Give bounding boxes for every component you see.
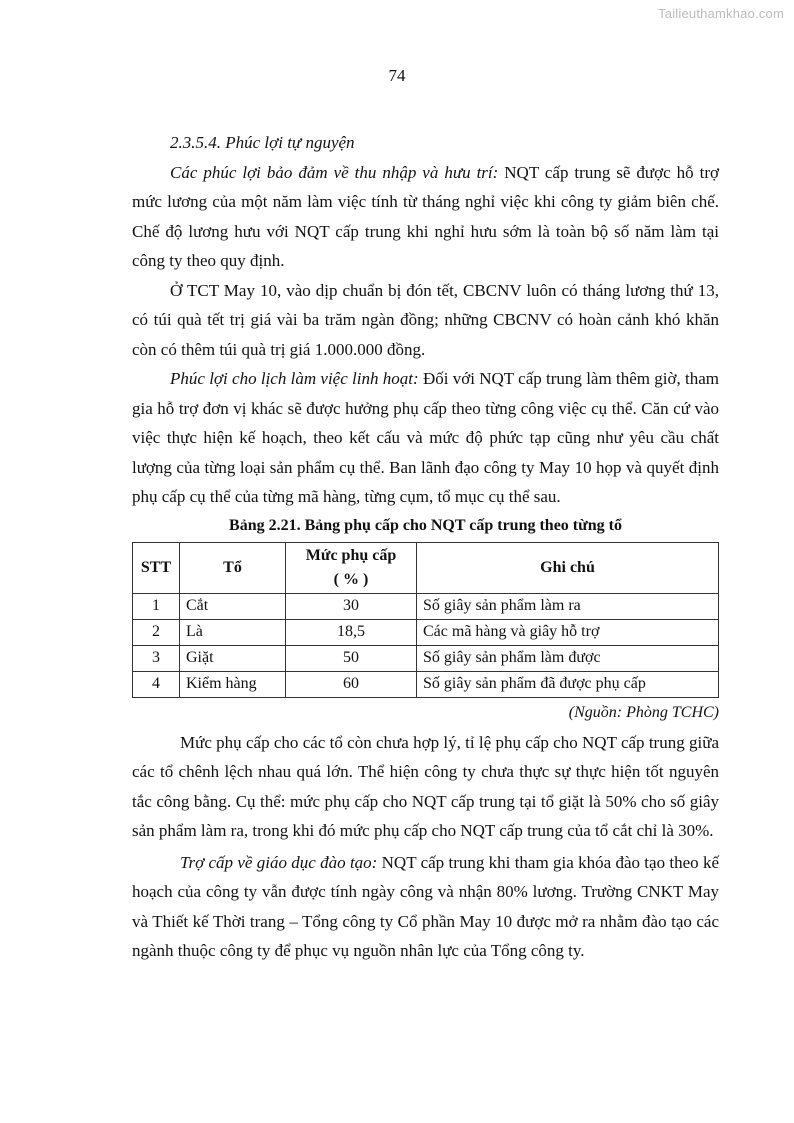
paragraph-text: NQT cấp trung sẽ được hỗ trợ mức lương của một năm làm việc tính từ tháng nghỉ việc khi công ty giảm biên chế. Chế độ lương hưu với NQT cấp trung khi nghỉ hưu sớm là toàn bộ số năm làm tại công ty theo quy định. [132,162,719,270]
paragraph-label: Trợ cấp về giáo dục đào tạo: [180,852,378,872]
cell-ghi-chu: Số giây sản phẩm làm được [417,645,719,671]
table-row [133,619,719,645]
cell-muc: 30 [286,593,417,619]
table-row [133,645,719,671]
paragraph-label: Phúc lợi cho lịch làm việc linh hoạt: [170,369,419,388]
header-muc-phu-cap [286,542,417,593]
header-line: Mức phụ cấp [305,546,397,564]
cell-to: Kiểm hàng [180,671,286,697]
paragraph-text: Đối với NQT cấp trung làm thêm giờ, tham gia hỗ trợ đơn vị khác sẽ được hưởng phụ cấp theo từng công việc cụ thể. Căn cứ vào việc thực hiện kế hoạch, theo kết cấu và mức độ phức tạp cũng như yêu cầu chất lượng của từng loại sản phẩm cụ thể. Ban lãnh đạo công ty May 10 họp và quyết định phụ cấp cụ thể của từng mã hàng, từng cụm, tổ mục cụ thể sau. [132,369,719,506]
header-stt: STT [133,542,180,593]
cell-muc: 50 [286,645,417,671]
cell-stt: 2 [133,619,180,645]
paragraph-flexible-schedule [132,364,719,512]
cell-to: Là [180,619,286,645]
table-row [133,671,719,697]
cell-ghi-chu: Số giây sản phẩm đã được phụ cấp [417,671,719,697]
table-header-row [133,542,719,593]
cell-muc: 60 [286,671,417,697]
table-caption: Bảng 2.21. Bảng phụ cấp cho NQT cấp trung theo từng tổ [229,516,622,534]
page-number: 74 [388,66,406,85]
cell-stt: 1 [133,593,180,619]
cell-stt: 3 [133,645,180,671]
paragraph-income-retirement [132,158,719,276]
watermark: Tailieuthamkhao.com [658,6,784,21]
paragraph-text: NQT cấp trung khi tham gia khóa đào tạo theo kế hoạch của công ty vẫn được tính ngày công và nhận 80% lương. Trường CNKT May và Thiết kế Thời trang – Tổng công ty Cổ phần May 10 được mở ra nhằm đào tạo các ngành thuộc công ty để phục vụ nguồn nhân lực của Tổng công ty. [132,852,719,960]
cell-muc: 18,5 [286,619,417,645]
cell-ghi-chu: Số giây sản phẩm làm ra [417,593,719,619]
page-content [132,128,719,966]
paragraph-label: Các phúc lợi bảo đảm về thu nhập và hưu trí: [170,162,499,182]
paragraph-allowance-analysis: Mức phụ cấp cho các tổ còn chưa hợp lý, tỉ lệ phụ cấp cho NQT cấp trung giữa các tổ chênh lệch nhau quá lớn. Thể hiện công ty chưa thực sự thực hiện tốt nguyên tắc công bằng. Cụ thể: mức phụ cấp cho NQT cấp trung tại tổ giặt là 50% cho số giây sản phẩm làm ra, trong khi đó mức phụ cấp cho NQT cấp trung của tổ cắt chỉ là 30%. [132,732,719,840]
cell-to: Giặt [180,645,286,671]
cell-ghi-chu: Các mã hàng và giây hỗ trợ [417,619,719,645]
table-source: (Nguồn: Phòng TCHC) [568,703,719,721]
cell-to: Cắt [180,593,286,619]
allowance-table [132,542,719,698]
cell-stt: 4 [133,671,180,697]
section-heading: 2.3.5.4. Phúc lợi tự nguyện [170,133,355,152]
header-ghi-chu: Ghi chú [417,542,719,593]
paragraph-tet-bonus: Ở TCT May 10, vào dịp chuẩn bị đón tết, CBCNV luôn có tháng lương thứ 13, có túi quà tết trị giá vài ba trăm ngàn đồng; những CBCNV có hoàn cảnh khó khăn còn có thêm túi quà trị giá 1.000.000 đồng. [132,280,719,359]
table-row [133,593,719,619]
header-to: Tổ [180,542,286,593]
paragraph-training-allowance [132,848,719,966]
header-line: ( % ) [333,570,369,588]
